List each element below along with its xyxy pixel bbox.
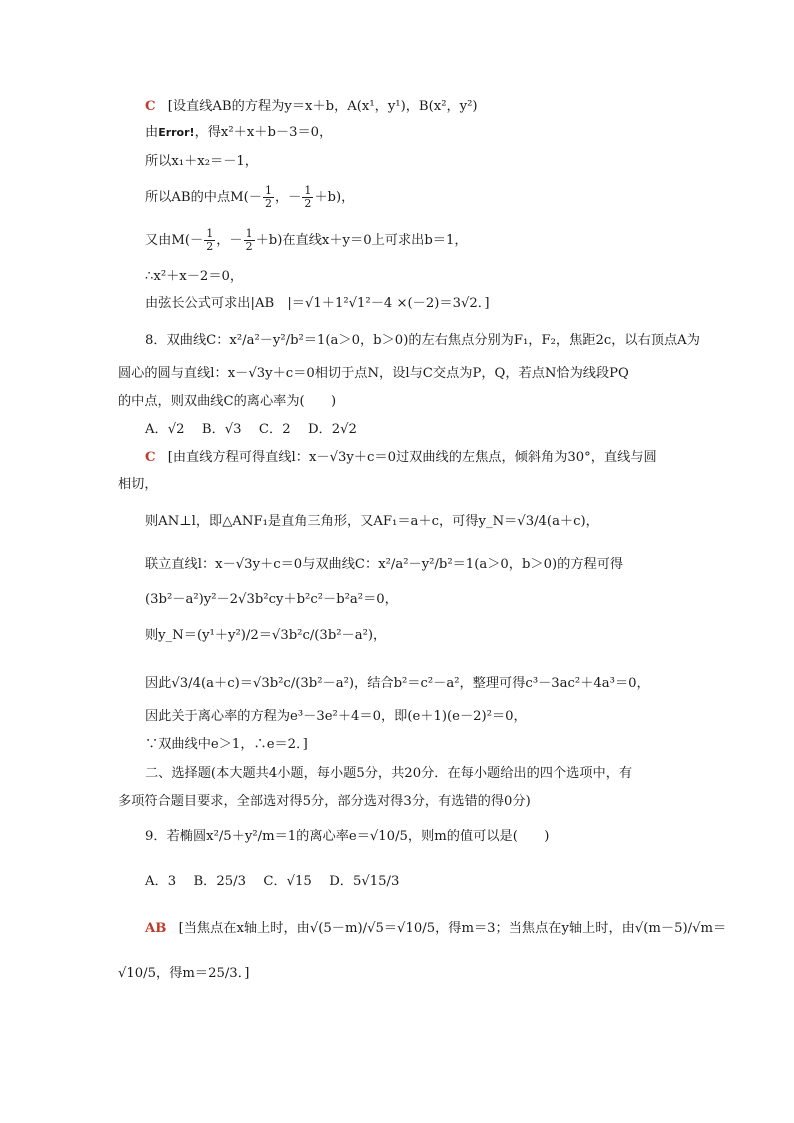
numerator: 1	[265, 184, 272, 197]
answer-8-line-8: 因此关于离心率的方程为e³－3e²＋4＝0，即(e＋1)(e－2)²＝0，	[145, 709, 527, 724]
question-8-options: A．√2 B．√3 C．2 D．2√2	[145, 422, 357, 437]
fraction	[244, 228, 255, 253]
solution-line-3: 所以x₁＋x₂＝－1，	[145, 154, 258, 169]
solution-line-6: ∴x²＋x－2＝0，	[145, 269, 244, 284]
section-heading-line-1: 二、选择题(本大题共4小题，每小题5分，共20分．在每小题给出的四个选项中，有	[145, 766, 633, 781]
error-text: Error!	[158, 126, 195, 139]
text: 所以AB的中点M(－	[145, 190, 262, 205]
answer-9-line-1	[145, 919, 726, 939]
answer-label: C	[145, 99, 156, 114]
denominator: 2	[265, 197, 272, 210]
text: 由	[145, 125, 159, 140]
answer-8-line-3: 则AN⊥l，即△ANF₁是直角三角形，又AF₁＝a＋c，可得y_N＝√3/4(a＋c)，	[145, 514, 599, 529]
numerator: 1	[245, 227, 253, 240]
solution-line-7: 由弦长公式可求出|AB |＝√1＋1²√1²－4 ×(－2)＝3√2．]	[145, 296, 490, 311]
question-8-line-2: 圆心的圆与直线l：x－√3y＋c＝0相切于点N，设l与C交点为P，Q，若点N恰为线段PQ	[118, 366, 629, 381]
answer-label: AB	[145, 921, 167, 936]
answer-8-line-5: (3b²－a²)y²－2√3b²cy＋b²c²－b²a²＝0，	[145, 592, 398, 607]
numerator: 1	[206, 227, 214, 240]
fraction	[204, 228, 215, 253]
question-9-options: A．3 B．25/3 C．√15 D．5√15/3	[145, 874, 400, 889]
denominator: 2	[304, 197, 312, 210]
solution-text: [设直线AB的方程为y＝x＋b，A(x¹，y¹)，B(x²，y²)	[167, 99, 478, 114]
denominator: 2	[245, 240, 253, 253]
answer-8-line-2: 相切，	[118, 477, 158, 492]
denominator: 2	[206, 240, 214, 253]
fraction	[263, 185, 274, 210]
solution-line-5	[145, 226, 468, 256]
solution-text: [当焦点在x轴上时，由√(5－m)/√5＝√10/5，得m＝3；当焦点在y轴上时，由√(m－5)/√m＝	[178, 921, 727, 936]
answer-label: C	[145, 450, 156, 465]
text: 又由M(－	[145, 233, 204, 248]
text: ＋b)，	[314, 190, 355, 205]
section-heading-line-2: 多项符合题目要求，全部选对得5分，部分选对得3分，有选错的得0分)	[118, 794, 531, 809]
answer-9-line-2: √10/5，得m＝25/3．]	[118, 966, 250, 981]
fraction	[302, 185, 313, 210]
numerator: 1	[304, 184, 312, 197]
text: ，得x²＋x＋b－3＝0，	[194, 125, 333, 140]
answer-8-line-1	[145, 448, 657, 468]
answer-8-line-6: 则y_N＝(y¹＋y²)/2＝√3b²c/(3b²－a²)，	[145, 628, 387, 643]
answer-line-1	[145, 97, 478, 117]
question-8-line-1: 8．双曲线C：x²/a²－y²/b²＝1(a＞0，b＞0)的左右焦点分别为F₁，F₂，焦距2c，以右顶点A为	[145, 333, 700, 348]
answer-8-line-4: 联立直线l：x－√3y＋c＝0与双曲线C：x²/a²－y²/b²＝1(a＞0，b＞0)的方程可得	[145, 557, 624, 572]
solution-line-4	[145, 183, 354, 213]
text: ，－	[216, 233, 243, 248]
solution-text: [由直线方程可得直线l：x－√3y＋c＝0过双曲线的左焦点，倾斜角为30°，直线与圆	[167, 450, 657, 465]
question-9-line-1: 9．若椭圆x²/5＋y²/m＝1的离心率e＝√10/5，则m的值可以是( )	[145, 829, 550, 844]
answer-8-line-7: 因此√3/4(a＋c)＝√3b²c/(3b²－a²)，结合b²＝c²－a²，整理可得c³－3ac²＋4a³＝0，	[145, 676, 650, 691]
question-8-line-3: 的中点，则双曲线C的离心率为( )	[118, 394, 337, 409]
answer-8-line-9: ∵双曲线中e＞1，∴e＝2．]	[145, 737, 308, 752]
solution-line-2	[145, 123, 332, 143]
text: ＋b)在直线x＋y＝0上可求出b＝1，	[255, 233, 468, 248]
text: ，－	[275, 190, 302, 205]
